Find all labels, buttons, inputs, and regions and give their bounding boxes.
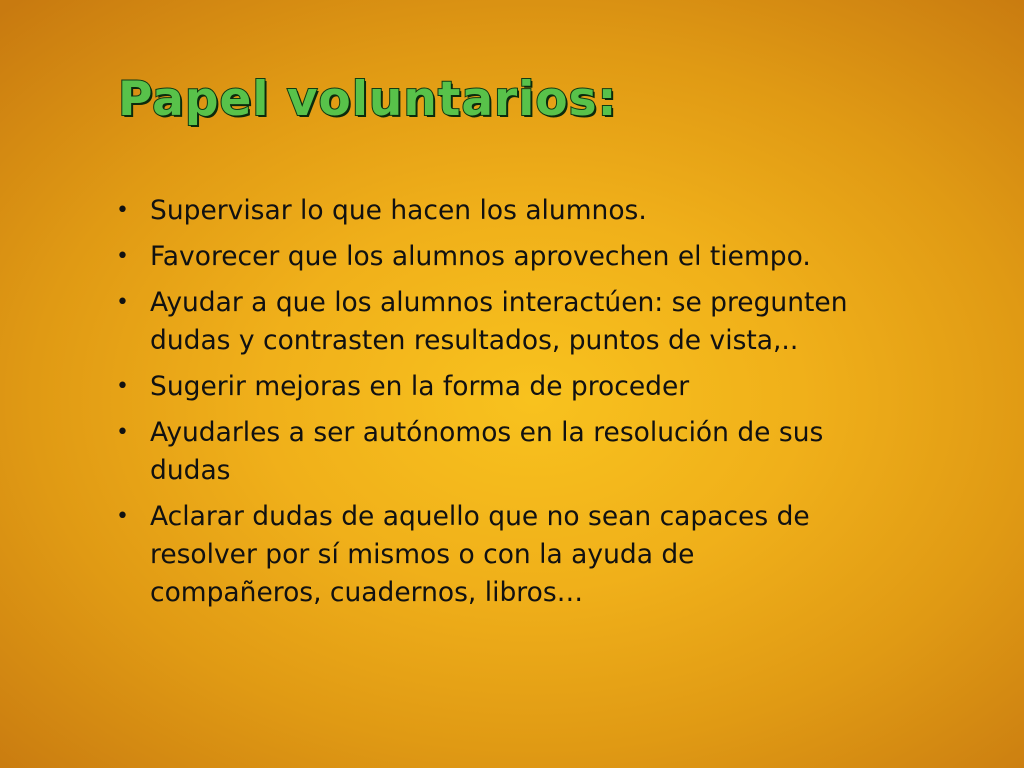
bullet-item <box>112 238 852 276</box>
bullet-text: Aclarar dudas de aquello que no sean capaces de resolver por sí mismos o con la ayuda de compañeros, cuadernos, libros… <box>150 501 810 608</box>
slide-title: Papel voluntarios: <box>118 72 618 127</box>
bullet-item <box>112 284 852 360</box>
bullet-item <box>112 498 852 612</box>
bullet-list <box>112 192 852 620</box>
bullet-item <box>112 414 852 490</box>
bullet-dot-icon: • <box>116 244 129 269</box>
bullet-text: Favorecer que los alumnos aprovechen el tiempo. <box>150 241 811 272</box>
bullet-item <box>112 192 852 230</box>
bullet-dot-icon: • <box>116 198 129 223</box>
bullet-text: Sugerir mejoras en la forma de proceder <box>150 371 690 402</box>
bullet-text: Ayudar a que los alumnos interactúen: se pregunten dudas y contrasten resultados, puntos de vista,.. <box>150 287 848 356</box>
bullet-text: Supervisar lo que hacen los alumnos. <box>150 195 647 226</box>
bullet-dot-icon: • <box>116 420 129 445</box>
bullet-text: Ayudarles a ser autónomos en la resolución de sus dudas <box>150 417 824 486</box>
bullet-dot-icon: • <box>116 290 129 315</box>
bullet-dot-icon: • <box>116 374 129 399</box>
bullet-item <box>112 368 852 406</box>
bullet-dot-icon: • <box>116 504 129 529</box>
